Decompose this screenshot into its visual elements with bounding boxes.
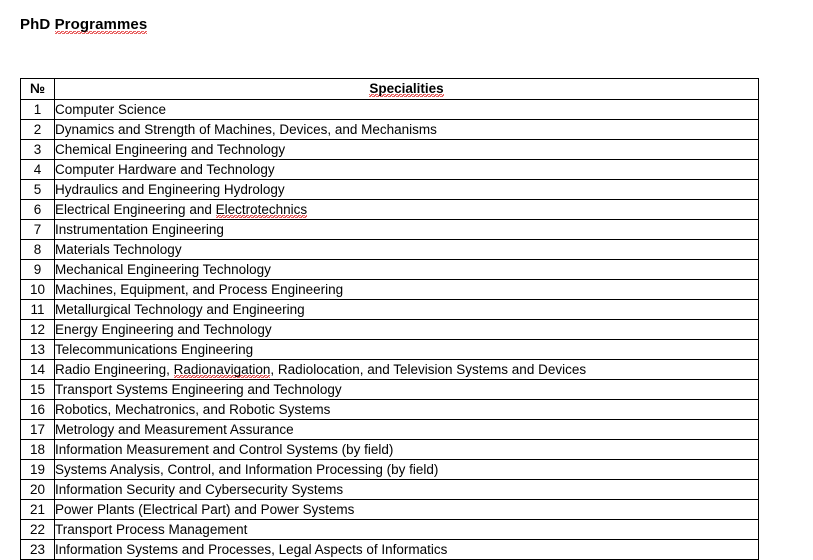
table-row bbox=[21, 340, 759, 360]
page-title-text: PhD bbox=[20, 16, 55, 33]
row-speciality: Dynamics and Strength of Machines, Devices, and Mechanisms bbox=[55, 120, 759, 140]
row-number: 4 bbox=[21, 160, 55, 180]
row-speciality: Transport Process Management bbox=[55, 520, 759, 540]
misspelled-word: Radionavigation bbox=[173, 362, 271, 377]
row-number: 13 bbox=[21, 340, 55, 360]
column-header-specialities bbox=[55, 79, 759, 100]
table-row bbox=[21, 320, 759, 340]
table-row bbox=[21, 420, 759, 440]
table-row bbox=[21, 520, 759, 540]
row-number: 3 bbox=[21, 140, 55, 160]
table-row bbox=[21, 180, 759, 200]
row-speciality: Radio Engineering, Radionavigation, Radiolocation, and Television Systems and Devices bbox=[55, 360, 759, 380]
row-number: 2 bbox=[21, 120, 55, 140]
row-number: 23 bbox=[21, 540, 55, 560]
row-number: 21 bbox=[21, 500, 55, 520]
table-row bbox=[21, 540, 759, 560]
row-number: 14 bbox=[21, 360, 55, 380]
row-speciality: Power Plants (Electrical Part) and Power Systems bbox=[55, 500, 759, 520]
table-header-row bbox=[21, 79, 759, 100]
row-number: 22 bbox=[21, 520, 55, 540]
row-speciality: Hydraulics and Engineering Hydrology bbox=[55, 180, 759, 200]
row-speciality: Robotics, Mechatronics, and Robotic Systems bbox=[55, 400, 759, 420]
row-speciality: Electrical Engineering and Electrotechnics bbox=[55, 200, 759, 220]
row-speciality: Machines, Equipment, and Process Engineering bbox=[55, 280, 759, 300]
row-speciality: Information Measurement and Control Systems (by field) bbox=[55, 440, 759, 460]
row-number: 20 bbox=[21, 480, 55, 500]
specialities-table bbox=[20, 78, 759, 560]
column-header-specialities-text: Specialities bbox=[369, 81, 444, 96]
table-body bbox=[21, 100, 759, 560]
table-row bbox=[21, 200, 759, 220]
row-speciality: Computer Hardware and Technology bbox=[55, 160, 759, 180]
row-number: 9 bbox=[21, 260, 55, 280]
table-row bbox=[21, 280, 759, 300]
row-speciality: Transport Systems Engineering and Technology bbox=[55, 380, 759, 400]
row-number: 17 bbox=[21, 420, 55, 440]
page-title bbox=[20, 16, 147, 33]
misspelled-word: Electrotechnics bbox=[215, 202, 308, 217]
row-speciality: Chemical Engineering and Technology bbox=[55, 140, 759, 160]
row-number: 12 bbox=[21, 320, 55, 340]
row-number: 6 bbox=[21, 200, 55, 220]
row-speciality: Metallurgical Technology and Engineering bbox=[55, 300, 759, 320]
row-speciality: Information Systems and Processes, Legal Aspects of Informatics bbox=[55, 540, 759, 560]
row-number: 18 bbox=[21, 440, 55, 460]
table-row bbox=[21, 440, 759, 460]
table-row bbox=[21, 500, 759, 520]
table-row bbox=[21, 360, 759, 380]
table-row bbox=[21, 120, 759, 140]
row-speciality: Information Security and Cybersecurity Systems bbox=[55, 480, 759, 500]
table-row bbox=[21, 400, 759, 420]
row-number: 7 bbox=[21, 220, 55, 240]
row-number: 19 bbox=[21, 460, 55, 480]
table-row bbox=[21, 220, 759, 240]
row-speciality: Materials Technology bbox=[55, 240, 759, 260]
row-speciality: Mechanical Engineering Technology bbox=[55, 260, 759, 280]
table-row bbox=[21, 240, 759, 260]
row-number: 1 bbox=[21, 100, 55, 120]
table-row bbox=[21, 260, 759, 280]
table-row bbox=[21, 300, 759, 320]
table-row bbox=[21, 160, 759, 180]
table-row bbox=[21, 460, 759, 480]
row-number: 5 bbox=[21, 180, 55, 200]
row-speciality: Computer Science bbox=[55, 100, 759, 120]
table-row bbox=[21, 100, 759, 120]
table-row bbox=[21, 480, 759, 500]
row-speciality: Energy Engineering and Technology bbox=[55, 320, 759, 340]
row-number: 15 bbox=[21, 380, 55, 400]
row-speciality: Instrumentation Engineering bbox=[55, 220, 759, 240]
row-number: 11 bbox=[21, 300, 55, 320]
row-speciality: Telecommunications Engineering bbox=[55, 340, 759, 360]
row-speciality: Systems Analysis, Control, and Information Processing (by field) bbox=[55, 460, 759, 480]
row-number: 8 bbox=[21, 240, 55, 260]
table-row bbox=[21, 140, 759, 160]
column-header-number: № bbox=[21, 79, 55, 100]
page-title-misspelled-word: Programmes bbox=[54, 16, 148, 33]
row-speciality: Metrology and Measurement Assurance bbox=[55, 420, 759, 440]
row-number: 16 bbox=[21, 400, 55, 420]
table-row bbox=[21, 380, 759, 400]
row-number: 10 bbox=[21, 280, 55, 300]
